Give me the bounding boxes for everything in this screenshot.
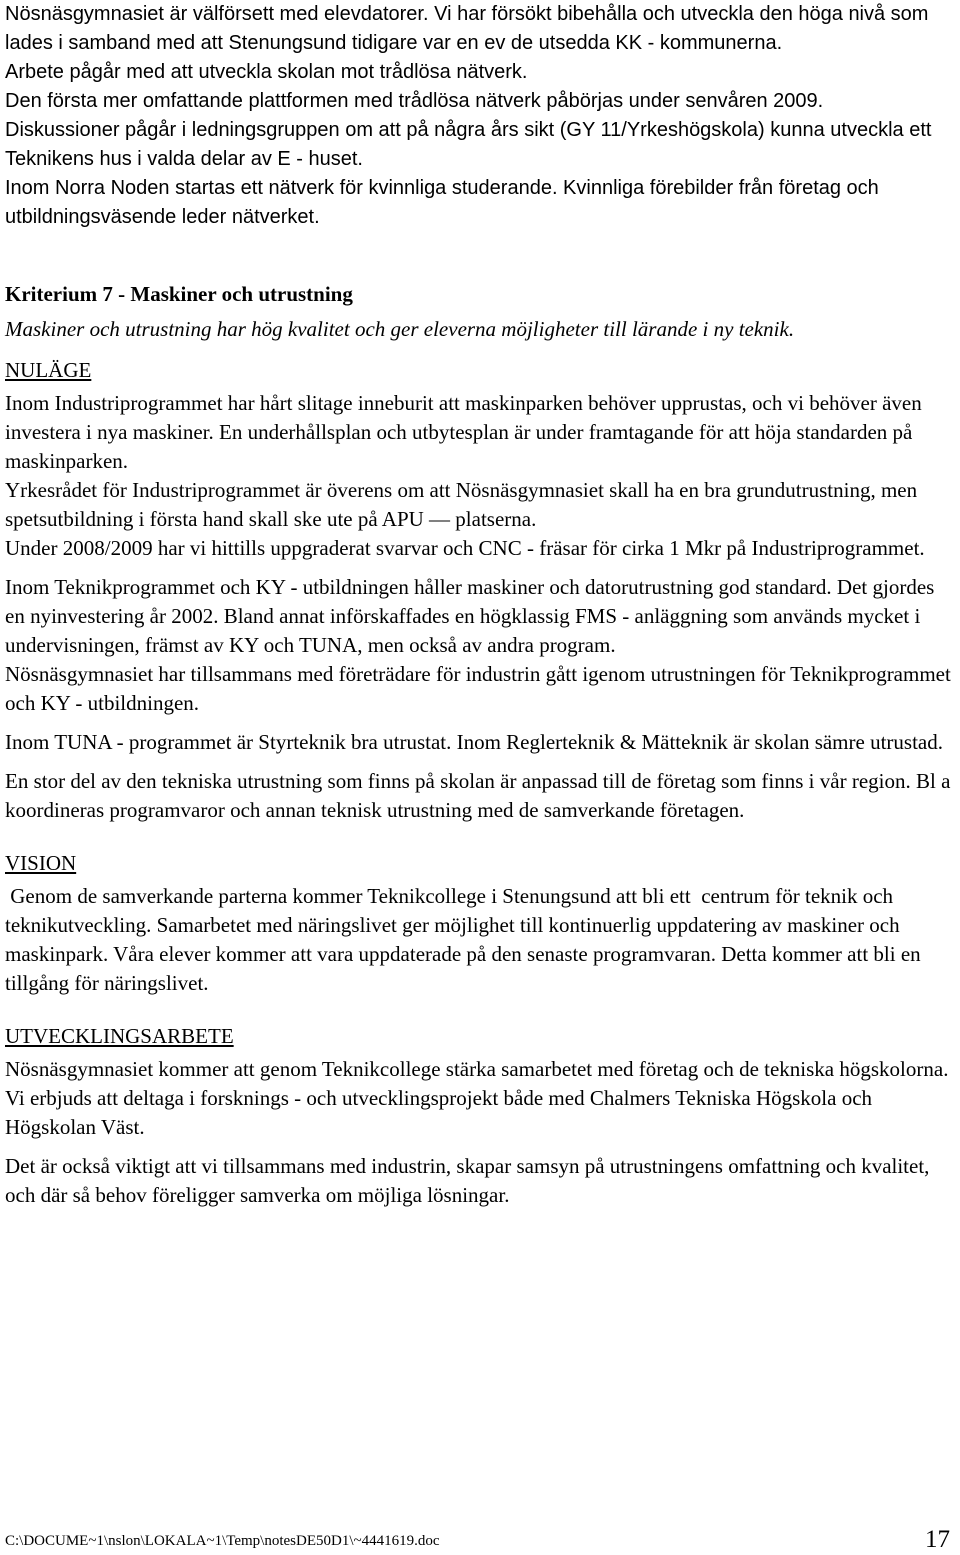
utveckling-heading: UTVECKLINGSARBETE xyxy=(5,1024,234,1048)
intro-paragraph-3: Den första mer omfattande plattformen med trådlösa nätverk påbörjas under senvåren 2009. xyxy=(5,90,824,112)
nulage-heading: NULÄGE xyxy=(5,358,92,382)
nulage-paragraph-4: Inom Teknikprogrammet och KY - utbildningen håller maskiner och datorutrustning god standard. Det gjordes en nyinvestering år 2002. Bland annat införskaffades en högklassig FMS - anläggning som används mycket i undervisningen, främst av KY och TUNA, men också av andra program. xyxy=(5,575,935,657)
criterion-title: Kriterium 7 - Maskiner och utrustning xyxy=(5,282,353,306)
utveckling-paragraph-1: Nösnäsgymnasiet kommer att genom Teknikcollege stärka samarbetet med företag och de tekniska högskolorna. Vi erbjuds att deltaga i forsknings - och utvecklingsprojekt både med Chalmers Tekniska Högskola och Högskolan Väst. xyxy=(5,1057,949,1139)
vision-heading: VISION xyxy=(5,851,77,875)
footer-file-path: C:\DOCUME~1\nslon\LOKALA~1\Temp\notesDE50D1\~4441619.doc xyxy=(5,1533,440,1549)
intro-paragraph-1: Nösnäsgymnasiet är välförsett med elevdatorer. Vi har försökt bibehålla och utveckla den höga nivå som lades i samband med att Stenungsund tidigare var en ev de utsedda KK - kommunerna. xyxy=(5,3,929,54)
vision-paragraph: Genom de samverkande parterna kommer Teknikcollege i Stenungsund att bli ett centrum för teknik och teknikutveckling. Samarbetet med näringslivet ger möjlighet till kontinuerlig uppdatering av maskiner och maskinpark. Våra elever kommer att vara uppdaterade på den senaste programvaran. Detta kommer att bli en tillgång för näringslivet. xyxy=(5,884,926,995)
nulage-paragraph-7: En stor del av den tekniska utrustning som finns på skolan är anpassad till de företag som finns i vår region. Bl a koordineras programvaror och annan teknisk utrustning med de samverkande företagen. xyxy=(5,769,951,822)
intro-section xyxy=(5,0,955,232)
nulage-paragraph-1: Inom Industriprogrammet har hårt slitage inneburit att maskinparken behöver upprustas, och vi behöver även investera i nya maskiner. En underhållsplan och utbytesplan är under framtagande för att höja standarden på maskinparken. xyxy=(5,391,922,473)
nulage-paragraph-3: Under 2008/2009 har vi hittills uppgraderat svarvar och CNC - fräsar för cirka 1 Mkr på Industriprogrammet. xyxy=(5,536,925,560)
page-number: 17 xyxy=(925,1526,950,1553)
intro-paragraph-5: Inom Norra Noden startas ett nätverk för kvinnliga studerande. Kvinnliga förebilder från företag och utbildningsväsende leder nätverket. xyxy=(5,177,879,228)
nulage-paragraph-2: Yrkesrådet för Industriprogrammet är överens om att Nösnäsgymnasiet skall ha en bra grundutrustning, men spetsutbildning i första hand skall ske ute på APU — platserna. xyxy=(5,478,918,531)
nulage-paragraph-6: Inom TUNA - programmet är Styrteknik bra utrustat. Inom Reglerteknik & Mätteknik är skolan sämre utrustad. xyxy=(5,730,943,754)
criterion-subtitle: Maskiner och utrustning har hög kvalitet och ger eleverna möjligheter till lärande i ny teknik. xyxy=(5,317,795,341)
intro-paragraph-4: Diskussioner pågår i ledningsgruppen om att på några års sikt (GY 11/Yrkeshögskola) kunna utveckla ett Teknikens hus i valda delar av E - huset. xyxy=(5,119,932,170)
utveckling-paragraph-2: Det är också viktigt att vi tillsammans med industrin, skapar samsyn på utrustningens omfattning och kvalitet, och där så behov föreligger samverka om möjliga lösningar. xyxy=(5,1154,930,1207)
document-page xyxy=(5,0,955,1210)
nulage-paragraph-5: Nösnäsgymnasiet har tillsammans med företrädare för industrin gått igenom utrustningen för Teknikprogrammet och KY - utbildningen. xyxy=(5,662,951,715)
intro-paragraph-2: Arbete pågår med att utveckla skolan mot trådlösa nätverk. xyxy=(5,61,528,83)
